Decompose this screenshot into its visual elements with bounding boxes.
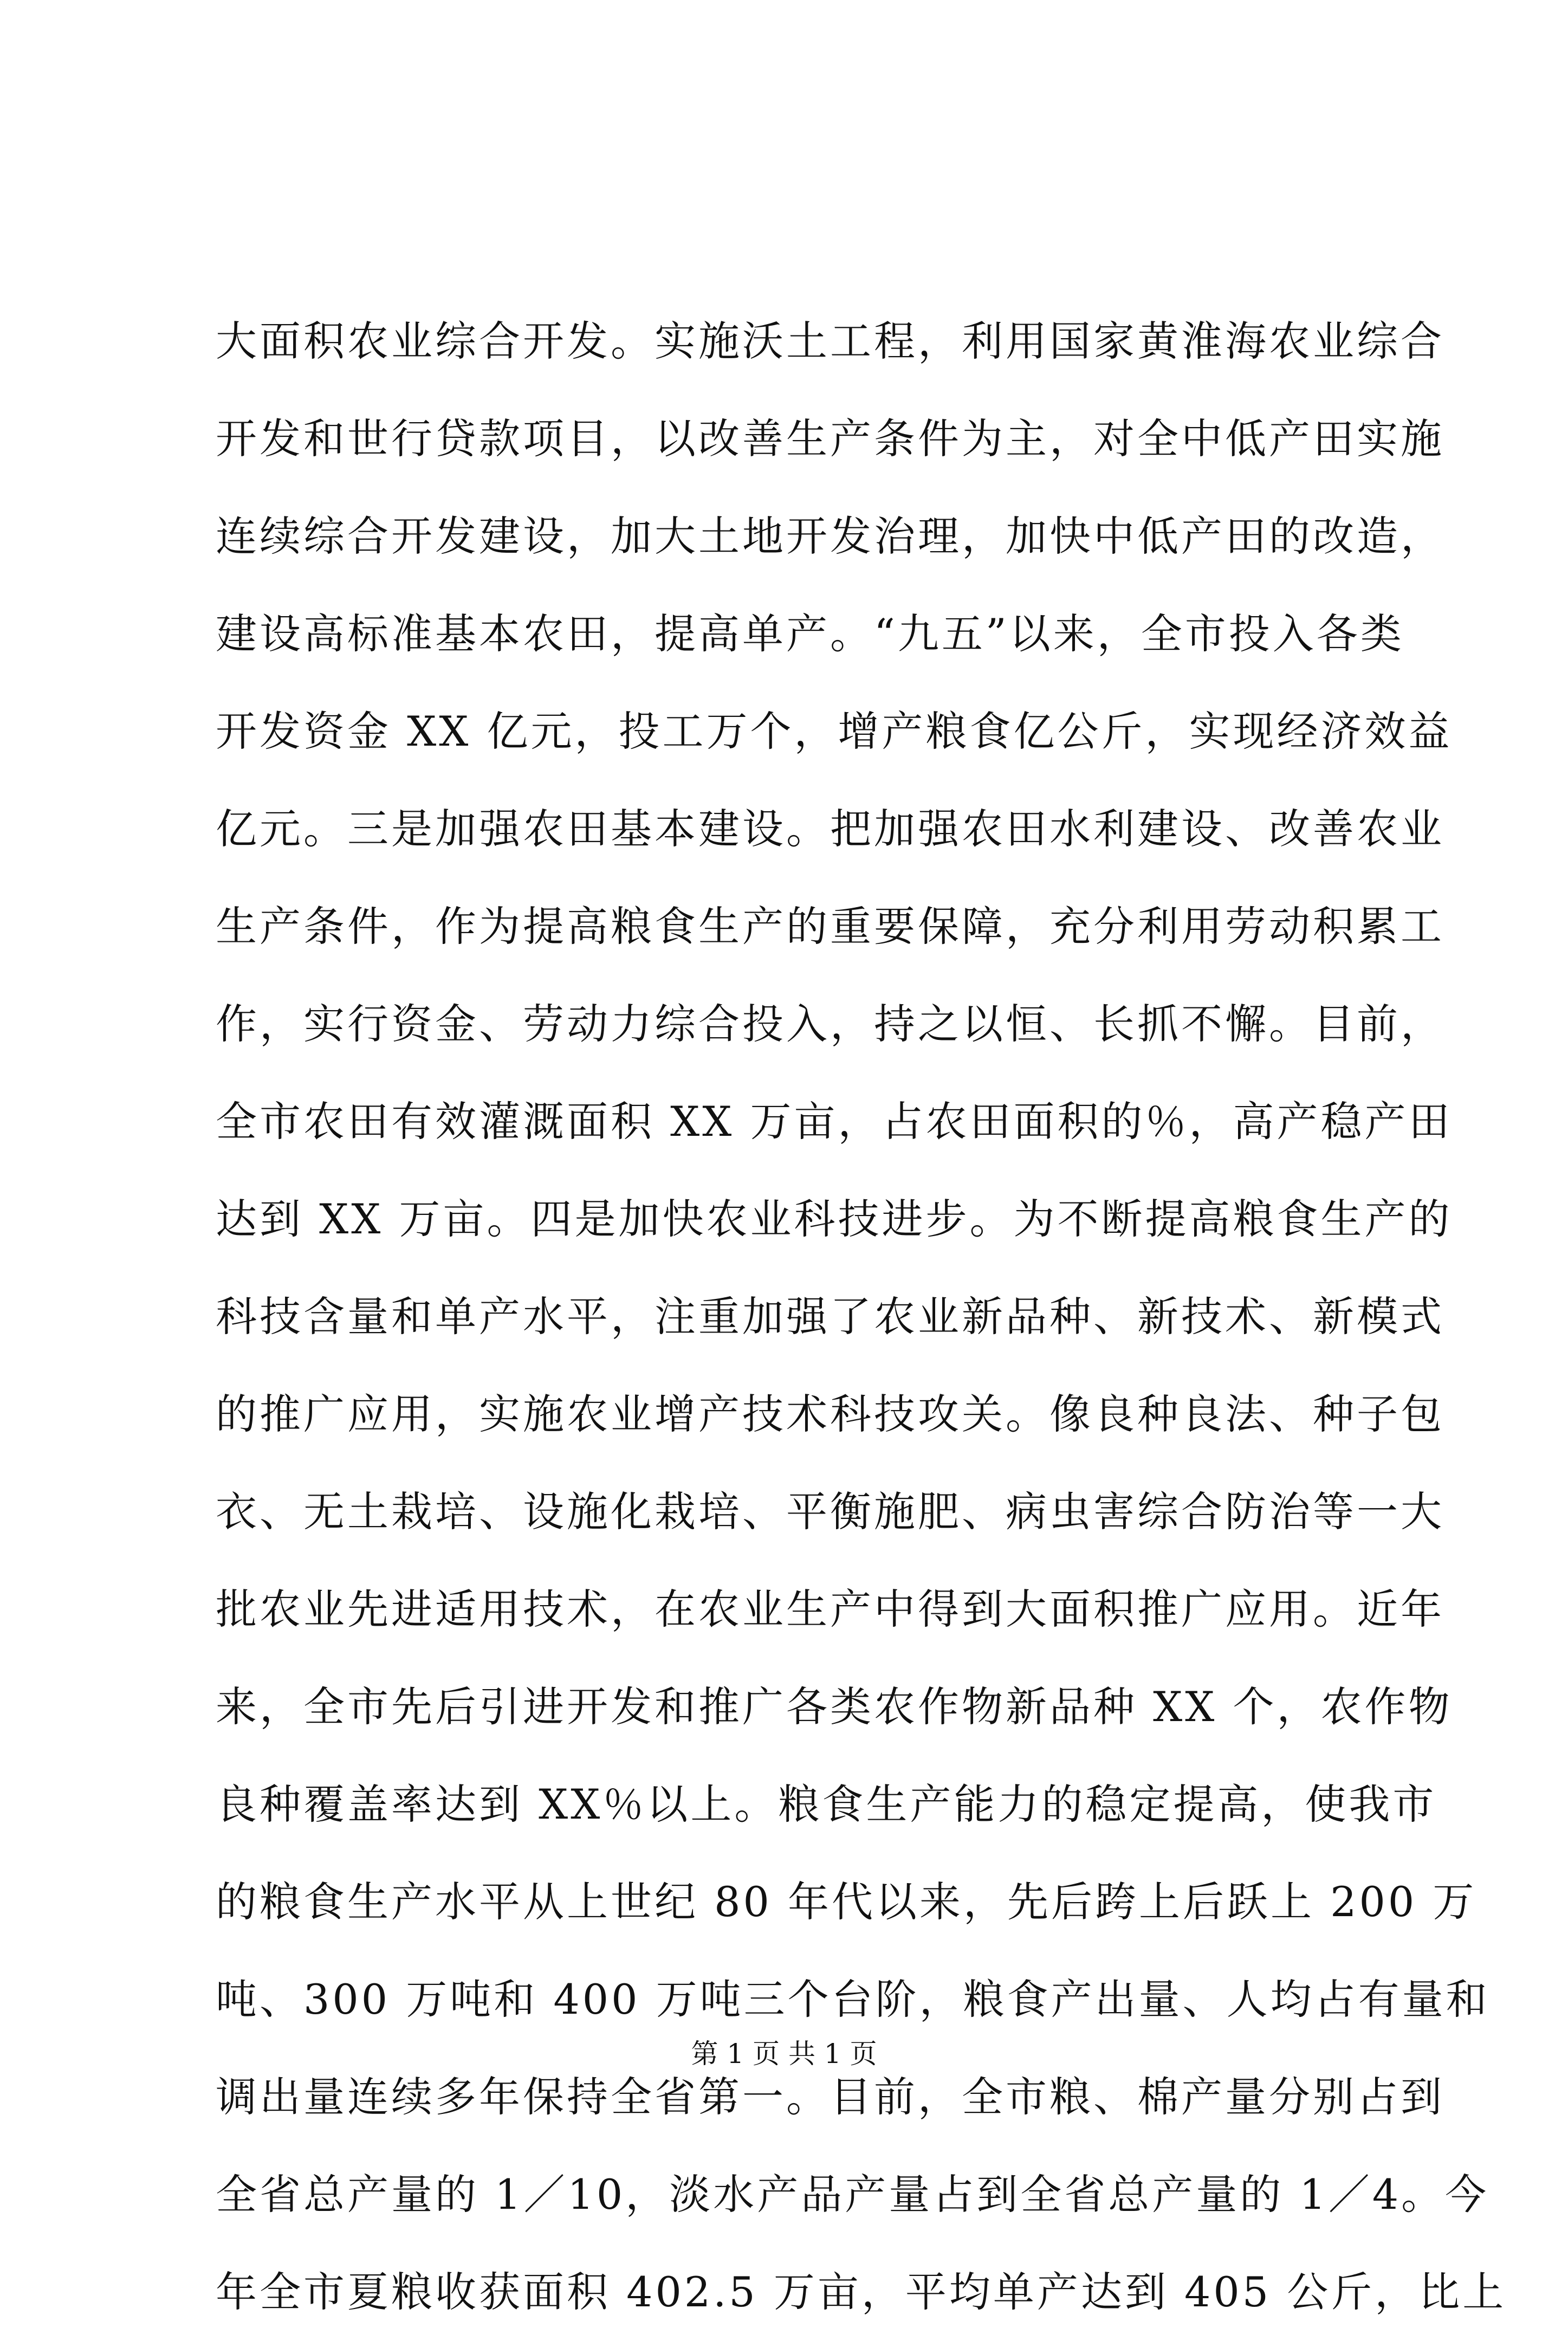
text-line: 年全市夏粮收获面积 402.5 万亩，平均单产达到 405 公斤，比上 [216,2268,1507,2316]
text-line: 批农业先进适用技术，在农业生产中得到大面积推广应用。近年 [216,1585,1444,1633]
text-line: 全市农田有效灌溉面积 XX 万亩，占农田面积的％，高产稳产田 [216,1097,1453,1146]
text-line: 亿元。三是加强农田基本建设。把加强农田水利建设、改善农业 [216,805,1444,853]
text-line: 达到 XX 万亩。四是加快农业科技进步。为不断提高粮食生产的 [216,1195,1453,1243]
page-footer [0,2035,1568,2073]
text-line: 开发和世行贷款项目，以改善生产条件为主，对全中低产田实施 [216,415,1444,463]
text-line: 建设高标准基本农田，提高单产。“九五”以来，全市投入各类 [216,610,1404,658]
text-line: 全省总产量的 1／10，淡水产品产量占到全省总产量的 1／4。今 [216,2170,1489,2219]
body-text [216,293,1507,2341]
page-number-label: 第 1 页 共 1 页 [691,2038,877,2070]
text-line: 科技含量和单产水平，注重加强了农业新品种、新技术、新模式 [216,1292,1444,1341]
text-line: 良种覆盖率达到 XX％以上。粮食生产能力的稳定提高，使我市 [216,1780,1437,1828]
text-line: 作，实行资金、劳动力综合投入，持之以恒、长抓不懈。目前， [216,1000,1444,1048]
text-line: 大面积农业综合开发。实施沃土工程，利用国家黄淮海农业综合 [216,317,1444,365]
text-line: 衣、无土栽培、设施化栽培、平衡施肥、病虫害综合防治等一大 [216,1488,1444,1536]
text-line: 生产条件，作为提高粮食生产的重要保障，充分利用劳动积累工 [216,902,1444,950]
text-line: 开发资金 XX 亿元，投工万个，增产粮食亿公斤，实现经济效益 [216,707,1453,755]
text-line: 来，全市先后引进开发和推广各类农作物新品种 XX 个，农作物 [216,1683,1453,1731]
text-line: 调出量连续多年保持全省第一。目前，全市粮、棉产量分别占到 [216,2073,1444,2121]
text-line: 的粮食生产水平从上世纪 80 年代以来，先后跨上后跃上 200 万 [216,1878,1477,1926]
text-line: 吨、300 万吨和 400 万吨三个台阶，粮食产出量、人均占有量和 [216,1975,1490,2023]
text-line: 连续综合开发建设，加大土地开发治理，加快中低产田的改造， [216,512,1444,560]
text-line: 的推广应用，实施农业增产技术科技攻关。像良种良法、种子包 [216,1390,1444,1438]
